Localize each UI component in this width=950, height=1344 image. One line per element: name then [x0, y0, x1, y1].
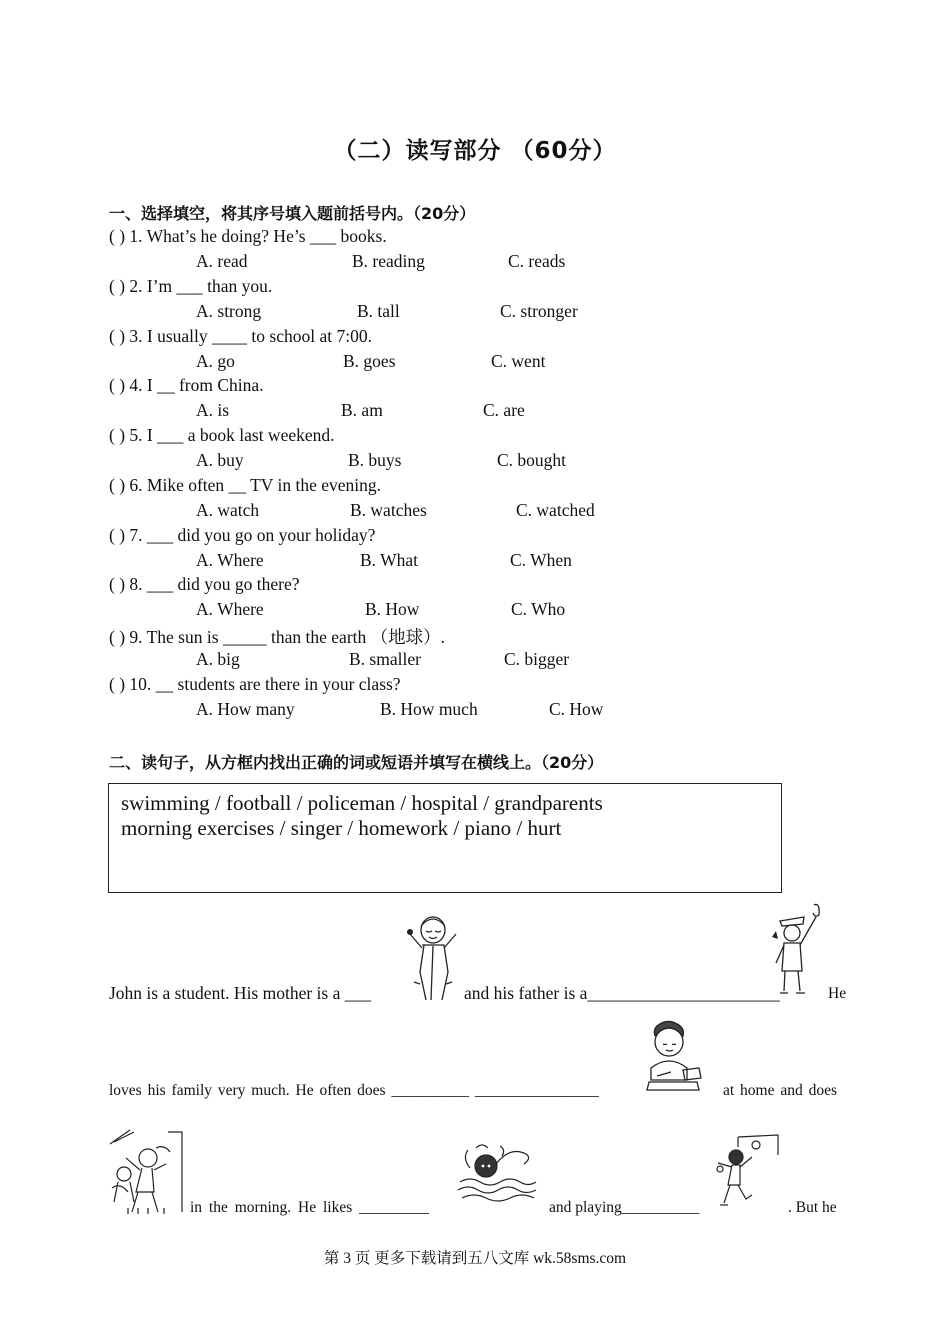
option-b: B. How much	[380, 699, 478, 719]
option-c: C. How	[549, 699, 604, 719]
singer-picture-icon	[404, 912, 462, 1002]
question-6: ( ) 6. Mike often __ TV in the evening.	[109, 475, 382, 495]
story-line-3a: in the morning. He likes _________	[190, 1199, 429, 1216]
section1-heading: 一、选择填空，将其序号填入题前括号内。（20分）	[109, 204, 476, 223]
option-c: C. Who	[511, 599, 566, 619]
question-7: ( ) 7. ___ did you go on your holiday?	[109, 525, 376, 545]
option-c: C. bigger	[504, 649, 570, 669]
question-9: ( ) 9. The sun is _____ than the earth （地球）.	[109, 627, 446, 647]
section2-heading: 二、读句子，从方框内找出正确的词或短语并填写在横线上。（20分）	[109, 753, 604, 772]
story-line-1b: and his father is a______________________	[464, 983, 780, 1003]
option-a: A. is	[196, 400, 230, 420]
option-a: A. read	[196, 251, 248, 271]
question-10: ( ) 10. __ students are there in your class?	[109, 674, 401, 694]
option-c: C. are	[483, 400, 525, 420]
story-line-3c: . But he	[788, 1199, 837, 1216]
option-b: B. How	[365, 599, 420, 619]
option-c: C. reads	[508, 251, 566, 271]
story-line-1c: He	[828, 985, 847, 1002]
option-b: B. watches	[350, 500, 427, 520]
word-box-line-2: morning exercises / singer / homework / piano / hurt	[121, 816, 562, 840]
option-c: C. bought	[497, 450, 567, 470]
story-line-1a: John is a student. His mother is a ___	[109, 983, 371, 1003]
option-b: B. smaller	[349, 649, 421, 669]
option-a: A. buy	[196, 450, 244, 470]
story-line-2b: at home and does	[723, 1082, 838, 1099]
question-5: ( ) 5. I ___ a book last weekend.	[109, 425, 335, 445]
option-a: A. Where	[196, 599, 264, 619]
story-line-3b: and playing__________	[549, 1199, 700, 1216]
swimming-picture-icon	[456, 1138, 538, 1204]
homework-picture-icon	[643, 1020, 703, 1095]
option-b: B. am	[341, 400, 383, 420]
option-a: A. big	[196, 649, 240, 669]
option-b: B. goes	[343, 351, 396, 371]
option-a: A. Where	[196, 550, 264, 570]
option-c: C. stronger	[500, 301, 578, 321]
page-footer: 第 3 页 更多下载请到五八文库 wk.58sms.com	[323, 1250, 627, 1267]
question-4: ( ) 4. I __ from China.	[109, 375, 264, 395]
policeman-picture-icon	[770, 897, 828, 997]
story-line-2a: loves his family very much. He often does __________ ________________	[109, 1082, 599, 1099]
option-b: B. tall	[357, 301, 400, 321]
question-1: ( ) 1. What’s he doing? He’s ___ books.	[109, 226, 387, 246]
option-c: C. watched	[516, 500, 595, 520]
option-a: A. watch	[196, 500, 260, 520]
option-a: A. go	[196, 351, 235, 371]
football-picture-icon	[712, 1133, 782, 1209]
option-a: A. How many	[196, 699, 295, 719]
option-c: C. When	[510, 550, 572, 570]
option-c: C. went	[491, 351, 546, 371]
question-8: ( ) 8. ___ did you go there?	[109, 574, 300, 594]
option-b: B. buys	[348, 450, 402, 470]
word-box	[108, 783, 782, 893]
word-box-line-1: swimming / football / policeman / hospital / grandparents	[121, 791, 603, 815]
question-3: ( ) 3. I usually ____ to school at 7:00.	[109, 326, 372, 346]
option-b: B. What	[360, 550, 419, 570]
page-title: （二）读写部分 （60分）	[333, 138, 617, 164]
option-a: A. strong	[196, 301, 262, 321]
question-2: ( ) 2. I’m ___ than you.	[109, 276, 273, 296]
option-b: B. reading	[352, 251, 425, 271]
morning-exercises-picture-icon	[108, 1128, 184, 1216]
